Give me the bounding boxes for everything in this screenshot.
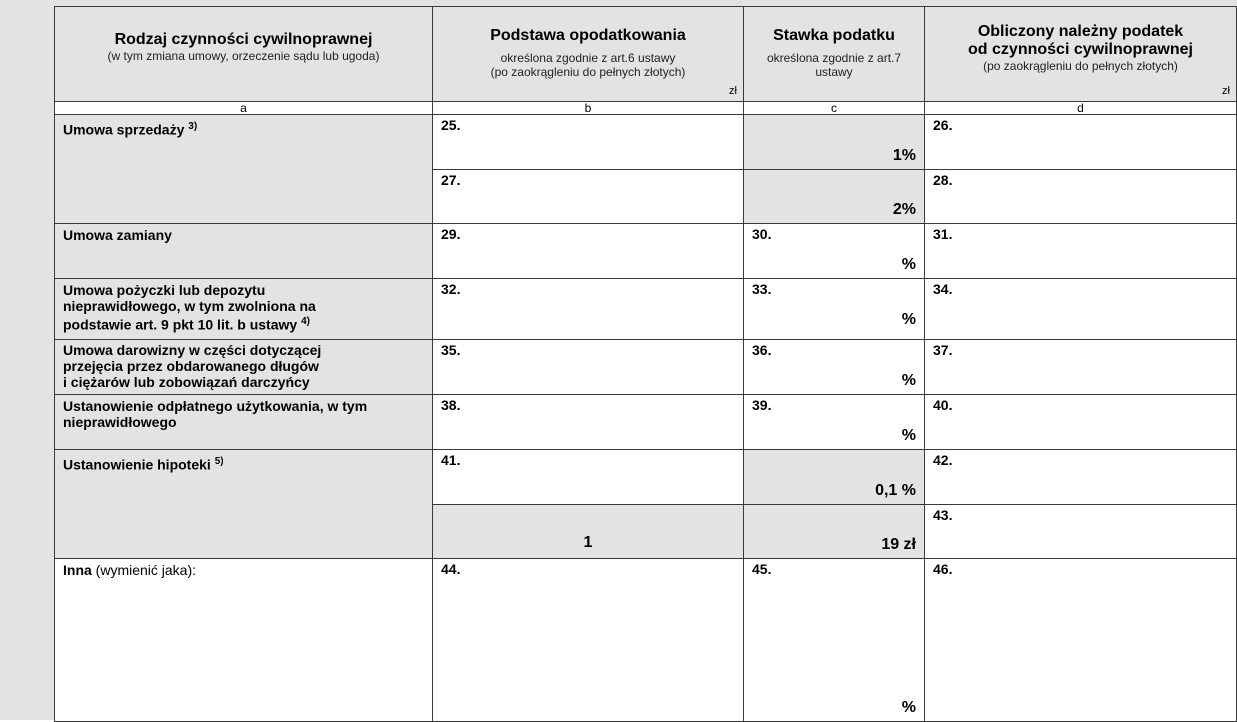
rate-2-percent (744, 170, 925, 224)
col-letter-a: a (55, 102, 433, 115)
field-28-number: 28. (933, 172, 953, 188)
inna-label-rest: (wymienić jaka): (95, 562, 197, 578)
header-d-title-1: Obliczony należny podatek (977, 23, 1184, 40)
header-b-unit: zł (729, 85, 737, 97)
field-36-number: 36. (752, 342, 772, 358)
field-27-number: 27. (441, 172, 461, 188)
field-35[interactable] (433, 340, 744, 395)
field-29-number: 29. (441, 226, 461, 242)
header-col-b (433, 7, 744, 102)
header-b-title: Podstawa opodatkowania (490, 27, 686, 44)
field-25-number: 25. (441, 117, 461, 133)
field-44[interactable] (433, 559, 744, 722)
darowizny-label-line-2: przejęcia przez obdarowanego długów (63, 358, 319, 374)
field-42[interactable] (925, 450, 1237, 505)
uzytkowania-label-line-1: Ustanowienie odpłatnego użytkowania, w tym (63, 398, 368, 414)
field-39[interactable] (744, 395, 925, 450)
field-33-number: 33. (752, 281, 772, 297)
hipoteki-label: Ustanowienie hipoteki (63, 456, 211, 473)
header-c-subtitle-1: określona zgodnie z art.7 (766, 51, 902, 65)
header-a-subtitle: (w tym zmiana umowy, orzeczenie sądu lub ugoda) (107, 49, 380, 63)
field-46[interactable] (925, 559, 1237, 722)
rate-hipoteki-percent (744, 450, 925, 505)
rate-hipoteki-percent-value: 0,1 % (875, 482, 916, 499)
pozyczki-label-line-2: nieprawidłowego, w tym zwolniona na (63, 298, 316, 314)
field-41[interactable] (433, 450, 744, 505)
rate-1-percent (744, 115, 925, 170)
header-b-subtitle-1: określona zgodnie z art.6 ustawy (500, 51, 676, 65)
field-39-number: 39. (752, 397, 772, 413)
field-34-number: 34. (933, 281, 953, 297)
header-col-a (55, 7, 433, 102)
rate-1-percent-value: 1% (892, 147, 916, 164)
hipoteki-base-value: 1 (583, 534, 593, 551)
uzytkowania-label-line-2: nieprawidłowego (63, 414, 177, 430)
sprzedaz-footnote: 3) (188, 121, 198, 132)
field-38-number: 38. (441, 397, 461, 413)
field-31[interactable] (925, 224, 1237, 279)
row-label-hipoteki (55, 450, 433, 559)
field-30-percent-sign: % (901, 256, 916, 273)
field-27[interactable] (433, 170, 744, 224)
header-c-title: Stawka podatku (773, 27, 895, 44)
header-d-title-2: od czynności cywilnoprawnej (968, 41, 1193, 58)
row-label-inna[interactable] (55, 559, 433, 722)
pozyczki-footnote: 4) (301, 316, 310, 327)
field-32-number: 32. (441, 281, 461, 297)
field-45[interactable] (744, 559, 925, 722)
header-d-subtitle: (po zaokrągleniu do pełnych złotych) (983, 59, 1178, 73)
pozyczki-label-line-1: Umowa pożyczki lub depozytu (63, 282, 266, 298)
header-a-title: Rodzaj czynności cywilnoprawnej (114, 31, 373, 48)
field-36-percent-sign: % (901, 372, 916, 389)
field-42-number: 42. (933, 452, 953, 468)
inna-label-bold: Inna (63, 562, 92, 578)
header-c-subtitle-2: ustawy (815, 65, 853, 79)
col-letter-d: d (925, 102, 1237, 115)
field-26-number: 26. (933, 117, 953, 133)
field-36[interactable] (744, 340, 925, 395)
header-col-c (744, 7, 925, 102)
field-41-number: 41. (441, 452, 461, 468)
darowizny-label-line-1: Umowa darowizny w części dotyczącej (63, 342, 322, 358)
col-letter-b: b (433, 102, 744, 115)
left-margin-strip (0, 0, 56, 720)
field-40[interactable] (925, 395, 1237, 450)
field-37-number: 37. (933, 342, 953, 358)
field-44-number: 44. (441, 561, 461, 577)
rate-hipoteki-fixed (744, 505, 925, 559)
zamiany-label: Umowa zamiany (63, 227, 172, 243)
field-40-number: 40. (933, 397, 953, 413)
field-28[interactable] (925, 170, 1237, 224)
header-col-d (925, 7, 1237, 102)
field-34[interactable] (925, 279, 1237, 340)
header-b-subtitle-2: (po zaokrągleniu do pełnych złotych) (490, 65, 686, 79)
field-45-percent-sign: % (901, 699, 916, 716)
field-29[interactable] (433, 224, 744, 279)
field-31-number: 31. (933, 226, 953, 242)
col-letter-c: c (744, 102, 925, 115)
row-label-zamiany (55, 224, 433, 279)
darowizny-label-line-3: i ciężarów lub zobowiązań darczyńcy (63, 374, 310, 390)
field-33-percent-sign: % (901, 311, 916, 328)
field-30-number: 30. (752, 226, 772, 242)
pozyczki-label-line-3: podstawie art. 9 pkt 10 lit. b ustawy (63, 316, 298, 333)
field-46-number: 46. (933, 561, 953, 577)
field-45-number: 45. (752, 561, 772, 577)
field-43[interactable] (925, 505, 1237, 559)
row-label-uzytkowania (55, 395, 433, 450)
rate-hipoteki-fixed-value: 19 zł (881, 536, 916, 553)
field-30[interactable] (744, 224, 925, 279)
row-label-darowizny (55, 340, 433, 395)
field-33[interactable] (744, 279, 925, 340)
field-25[interactable] (433, 115, 744, 170)
tax-calculation-table (54, 6, 1237, 722)
field-37[interactable] (925, 340, 1237, 395)
field-39-percent-sign: % (901, 427, 916, 444)
field-38[interactable] (433, 395, 744, 450)
rate-2-percent-value: 2% (892, 201, 916, 218)
field-26[interactable] (925, 115, 1237, 170)
sprzedaz-label: Umowa sprzedaży (63, 121, 185, 138)
field-43-number: 43. (933, 507, 953, 523)
header-d-unit: zł (1222, 85, 1230, 97)
field-32[interactable] (433, 279, 744, 340)
hipoteki-base-fixed (433, 505, 744, 559)
row-label-pozyczki (55, 279, 433, 340)
field-35-number: 35. (441, 342, 461, 358)
row-label-sprzedaz (55, 115, 433, 224)
hipoteki-footnote: 5) (214, 456, 224, 467)
